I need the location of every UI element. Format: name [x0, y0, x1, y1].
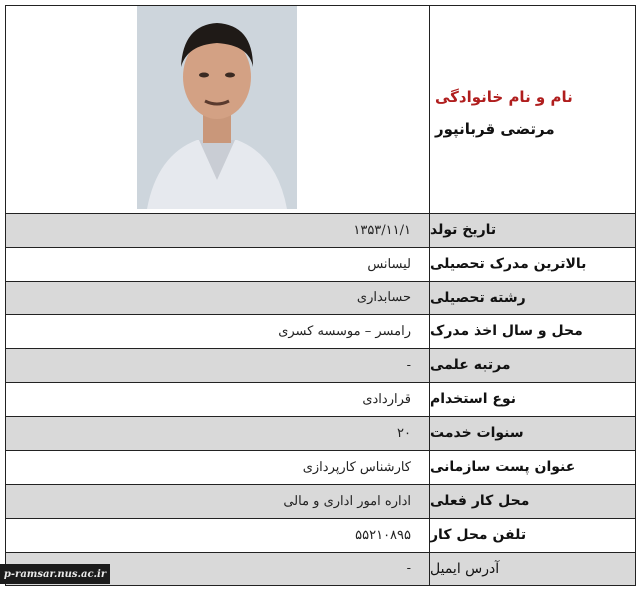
table-divider	[5, 552, 636, 553]
row-field	[5, 281, 636, 314]
profile-photo	[137, 5, 297, 209]
site-watermark	[0, 564, 110, 584]
row-value: ۵۵۲۱۰۸۹۵	[355, 527, 411, 543]
row-label: عنوان پست سازمانی	[430, 459, 576, 475]
watermark-text: p-ramsar.nus.ac.ir	[3, 568, 107, 580]
row-label: رشته تحصیلی	[430, 289, 526, 306]
row-label: سنوات خدمت	[430, 425, 524, 441]
row-work-phone	[5, 518, 636, 552]
name-block	[435, 5, 627, 213]
table-divider	[5, 518, 636, 519]
row-label: تلفن محل کار	[430, 527, 527, 543]
table-border	[5, 585, 636, 586]
row-value: حسابداری	[356, 290, 411, 305]
row-degree	[5, 247, 636, 281]
row-value: -	[406, 357, 411, 373]
row-academic-rank	[5, 348, 636, 382]
row-label: آدرس ایمیل	[430, 560, 500, 577]
row-label: محل و سال اخذ مدرک	[430, 323, 583, 339]
row-employment-type	[5, 382, 636, 416]
person-portrait-icon	[137, 5, 297, 209]
row-value: کارشناس کارپردازی	[302, 459, 411, 475]
row-label: محل کار فعلی	[430, 493, 530, 509]
table-divider	[5, 450, 636, 451]
table-divider	[5, 281, 636, 282]
table-divider	[5, 314, 636, 315]
row-value: اداره امور اداری و مالی	[283, 493, 411, 509]
row-job-title	[5, 450, 636, 484]
row-birth-date	[5, 213, 636, 247]
row-value: -	[406, 561, 411, 576]
name-heading: نام و نام خانوادگی	[435, 88, 573, 106]
table-border	[5, 5, 636, 6]
row-value: لیسانس	[367, 256, 411, 272]
table-divider	[5, 213, 636, 214]
row-label: مرتبه علمی	[430, 357, 511, 373]
row-workplace	[5, 484, 636, 518]
profile-table	[5, 5, 636, 585]
row-years-service	[5, 416, 636, 450]
full-name: مرتضی قربانپور	[435, 120, 555, 138]
row-label: بالاترین مدرک تحصیلی	[430, 256, 587, 272]
row-degree-place	[5, 314, 636, 348]
row-label: تاریخ تولد	[430, 222, 497, 238]
table-divider	[429, 5, 430, 586]
row-value: رامسر – موسسه کسری	[278, 323, 411, 339]
table-divider	[5, 382, 636, 383]
table-divider	[5, 247, 636, 248]
table-border	[635, 5, 636, 586]
row-value: ۲۰	[397, 425, 411, 441]
row-value: ۱۳۵۳/۱۱/۱	[353, 222, 411, 238]
row-label: نوع استخدام	[430, 391, 516, 407]
table-divider	[5, 416, 636, 417]
table-divider	[5, 484, 636, 485]
table-border	[5, 5, 6, 586]
table-divider	[5, 348, 636, 349]
row-value: قراردادی	[362, 391, 411, 407]
